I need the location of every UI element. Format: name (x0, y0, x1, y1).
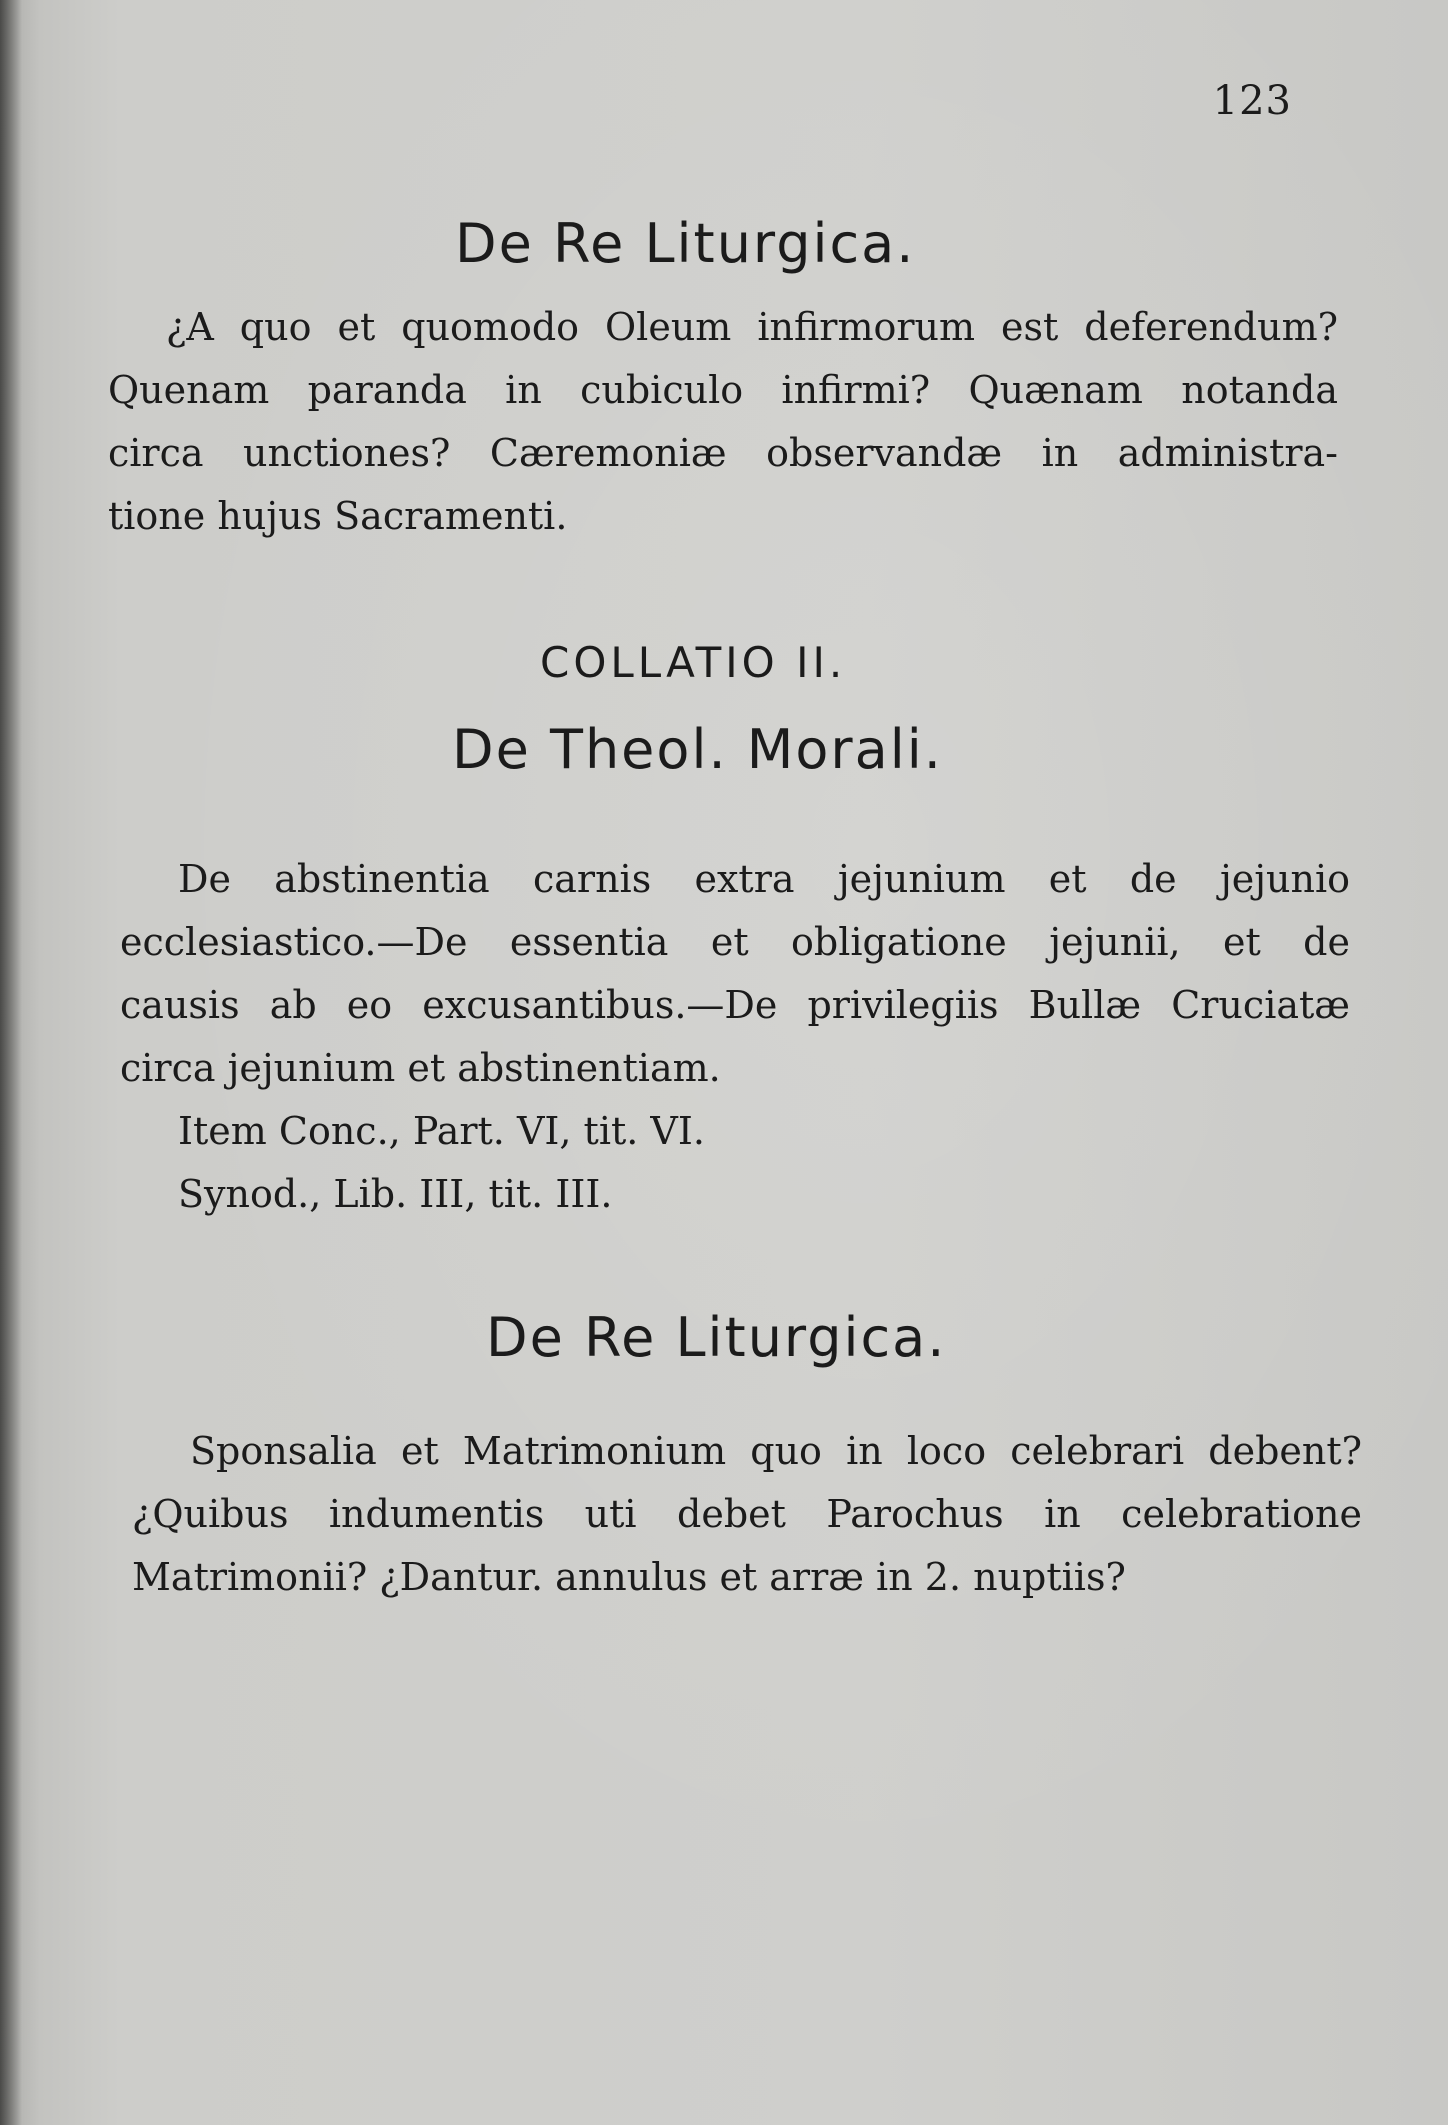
paragraph-liturgica-1 (108, 296, 1338, 548)
paragraph-line: causis ab eo excusantibus.—De privilegiis Bullæ Cruciatæ (120, 983, 1350, 1027)
collatio-heading: COLLATIO II. (540, 638, 847, 687)
paragraph-line: ¿A quo et quomodo Oleum infirmorum est deferendum? (166, 305, 1338, 349)
paragraph-line: De abstinentia carnis extra jejunium et de jejunio (178, 857, 1350, 901)
paragraph-line: ¿Quibus indumentis uti debet Parochus in celebratione (132, 1492, 1362, 1536)
paragraph-line: ecclesiastico.—De essentia et obligatione jejunii, et de (120, 920, 1350, 964)
reference-line: Synod., Lib. III, tit. III. (178, 1172, 613, 1216)
paragraph-line: Quenam paranda in cubiculo infirmi? Quænam notanda (108, 368, 1338, 412)
paragraph-line: circa unctiones? Cæremoniæ observandæ in administra- (108, 431, 1338, 475)
paragraph-line: circa jejunium et abstinentiam. (120, 1046, 721, 1090)
reference-line: Item Conc., Part. VI, tit. VI. (178, 1109, 705, 1153)
paragraph-line: Matrimonii? ¿Dantur. annulus et arræ in 2. nuptiis? (132, 1555, 1126, 1599)
section-heading-liturgica-1: De Re Liturgica. (455, 212, 916, 275)
section-heading-liturgica-2: De Re Liturgica. (486, 1306, 947, 1369)
paragraph-liturgica-2 (132, 1420, 1362, 1609)
paragraph-moral (120, 848, 1350, 1226)
paragraph-line: tione hujus Sacramenti. (108, 494, 568, 538)
binding-shadow (0, 0, 22, 2125)
page-number: 123 (1212, 78, 1292, 124)
section-heading-moral: De Theol. Morali. (452, 718, 943, 781)
paragraph-line: Sponsalia et Matrimonium quo in loco celebrari debent? (190, 1429, 1362, 1473)
